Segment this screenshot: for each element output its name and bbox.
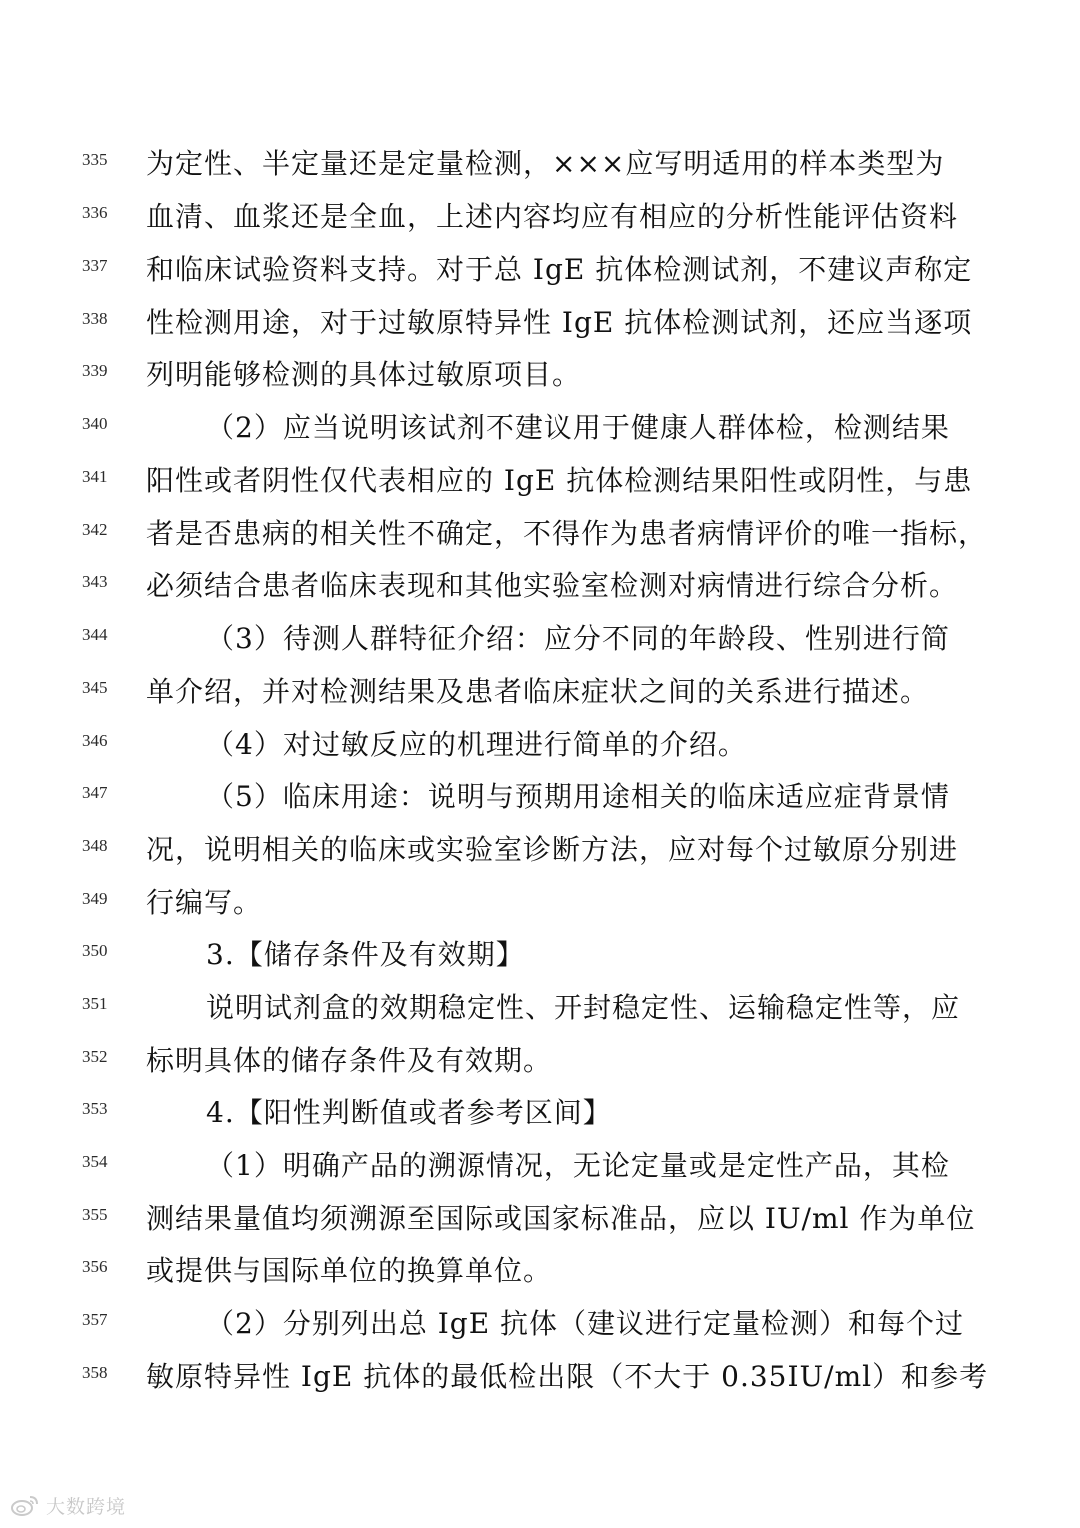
line-number: 348 (82, 836, 108, 855)
line-text: 说明试剂盒的效期稳定性、开封稳定性、运输稳定性等，应 (206, 991, 961, 1024)
line-number: 356 (82, 1257, 108, 1276)
line-number: 343 (82, 572, 108, 591)
watermark-text: 大数跨境 (46, 1495, 127, 1518)
text-line (0, 1298, 1080, 1350)
line-number: 335 (82, 150, 108, 169)
text-line (0, 191, 1080, 243)
text-line (0, 719, 1080, 771)
line-number: 353 (82, 1099, 108, 1118)
text-line (0, 560, 1080, 612)
text-line (0, 508, 1080, 560)
line-text: （2）分别列出总 IgE 抗体（建议进行定量检测）和每个过 (206, 1307, 965, 1340)
text-line (0, 1087, 1080, 1139)
text-line (0, 297, 1080, 349)
text-line (0, 824, 1080, 876)
line-text: （5）临床用途：说明与预期用途相关的临床适应症背景情 (206, 780, 950, 813)
line-number: 342 (82, 520, 108, 539)
text-line (0, 1035, 1080, 1087)
line-number: 344 (82, 625, 108, 644)
weibo-logo-icon (10, 1493, 40, 1517)
line-text: 和临床试验资料支持。对于总 IgE 抗体检测试剂，不建议声称定 (146, 253, 973, 286)
text-line (0, 1245, 1080, 1297)
text-line (0, 613, 1080, 665)
line-text: 列明能够检测的具体过敏原项目。 (146, 358, 582, 391)
line-number: 349 (82, 889, 108, 908)
line-text: 为定性、半定量还是定量检测，×××应写明适用的样本类型为 (146, 147, 945, 180)
line-text: 或提供与国际单位的换算单位。 (146, 1254, 553, 1287)
text-line (0, 402, 1080, 454)
line-number: 338 (82, 309, 108, 328)
line-text: 血清、血浆还是全血，上述内容均应有相应的分析性能评估资料 (146, 200, 959, 233)
line-number: 354 (82, 1152, 108, 1171)
text-line (0, 1193, 1080, 1245)
line-number: 341 (82, 467, 108, 486)
line-text: 敏原特异性 IgE 抗体的最低检出限（不大于 0.35IU/ml）和参考 (146, 1360, 989, 1393)
text-line (0, 877, 1080, 929)
line-text: （1）明确产品的溯源情况，无论定量或是定性产品，其检 (206, 1149, 950, 1182)
line-text: （2）应当说明该试剂不建议用于健康人群体检，检测结果 (206, 411, 950, 444)
line-text: 者是否患病的相关性不确定，不得作为患者病情评价的唯一指标， (146, 517, 988, 550)
line-text: 况，说明相关的临床或实验室诊断方法，应对每个过敏原分别进 (146, 833, 959, 866)
line-text: 标明具体的储存条件及有效期。 (146, 1044, 553, 1077)
text-line (0, 771, 1080, 823)
line-text: 测结果量值均须溯源至国际或国家标准品，应以 IU/ml 作为单位 (146, 1202, 976, 1235)
line-number: 351 (82, 994, 108, 1013)
line-text: 性检测用途，对于过敏原特异性 IgE 抗体检测试剂，还应当逐项 (146, 306, 973, 339)
section-heading: 4.【阳性判断值或者参考区间】 (206, 1096, 612, 1129)
text-line (0, 929, 1080, 981)
line-number: 357 (82, 1310, 108, 1329)
text-line (0, 138, 1080, 190)
text-line (0, 666, 1080, 718)
text-line (0, 1140, 1080, 1192)
text-line (0, 455, 1080, 507)
line-number: 337 (82, 256, 108, 275)
line-number: 339 (82, 361, 108, 380)
line-text: 阳性或者阴性仅代表相应的 IgE 抗体检测结果阳性或阴性，与患 (146, 464, 973, 497)
text-line (0, 982, 1080, 1034)
line-number: 346 (82, 731, 108, 750)
watermark (10, 1490, 126, 1520)
section-heading: 3.【储存条件及有效期】 (206, 938, 525, 971)
line-text: （4）对过敏反应的机理进行简单的介绍。 (206, 728, 747, 761)
text-line (0, 349, 1080, 401)
line-number: 358 (82, 1363, 108, 1382)
line-number: 352 (82, 1047, 108, 1066)
text-line (0, 1351, 1080, 1403)
line-text: 行编写。 (146, 886, 263, 919)
line-number: 336 (82, 203, 108, 222)
line-text: 必须结合患者临床表现和其他实验室检测对病情进行综合分析。 (146, 569, 959, 602)
line-number: 340 (82, 414, 108, 433)
line-number: 347 (82, 783, 108, 802)
line-text: 单介绍，并对检测结果及患者临床症状之间的关系进行描述。 (146, 675, 930, 708)
line-text: （3）待测人群特征介绍：应分不同的年龄段、性别进行简 (206, 622, 950, 655)
text-line (0, 244, 1080, 296)
line-number: 355 (82, 1205, 108, 1224)
line-number: 350 (82, 941, 108, 960)
line-number: 345 (82, 678, 108, 697)
